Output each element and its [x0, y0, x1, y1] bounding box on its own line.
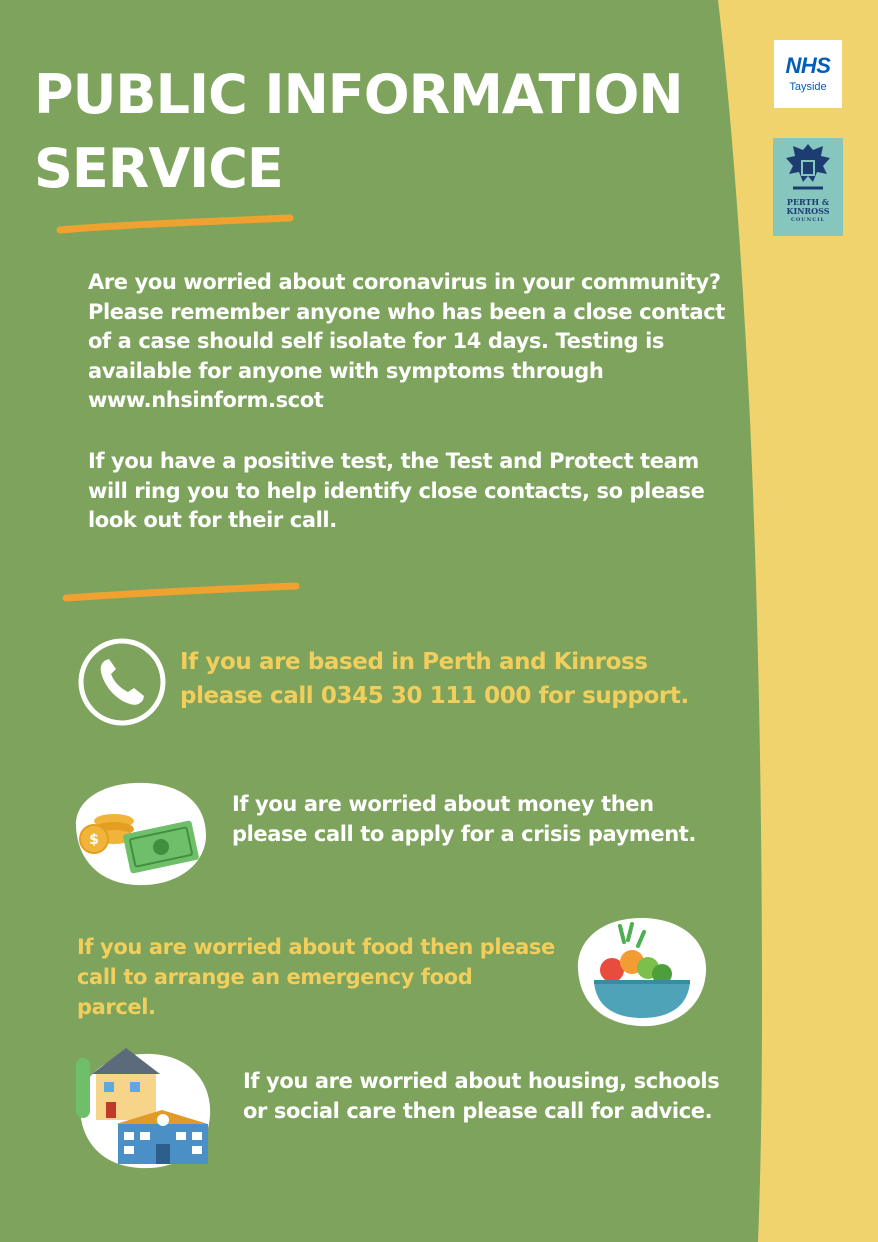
accent-stroke-top: [56, 212, 296, 238]
money-icon: [66, 775, 216, 895]
perth-kinross-council-logo: [773, 138, 843, 236]
title-line-2: SERVICE: [34, 137, 283, 200]
council-logo-text: [773, 198, 843, 225]
phone-icon: [76, 636, 168, 728]
food-bowl-icon: [572, 912, 712, 1034]
council-logo-line-2: KINROSS: [786, 206, 830, 216]
intro-paragraph-1: Are you worried about coronavirus in your community? Please remember anyone who has been a close contact of a case should self isolate for 14 days. Testing is available for anyone with symptoms through www.nhsinform.scot: [88, 270, 725, 412]
page-title: [34, 58, 714, 206]
phone-support-text: If you are based in Perth and Kinross please call 0345 30 111 000 for support.: [180, 649, 689, 709]
money-support-text: If you are worried about money then please call to apply for a crisis payment.: [232, 792, 696, 846]
intro-paragraph-2: If you have a positive test, the Test and Protect team will ring you to help identify close contacts, so please look out for their call.: [88, 449, 705, 532]
title-line-1: PUBLIC INFORMATION: [34, 63, 683, 126]
nhs-tayside-logo: [774, 40, 842, 108]
house-school-icon: [70, 1044, 220, 1174]
accent-stroke-middle: [62, 580, 302, 606]
svg-text:$: $: [89, 832, 99, 848]
council-crest-icon: [783, 142, 833, 196]
nhs-logo-text: NHS: [785, 53, 831, 78]
council-logo-line-1: PERTH &: [786, 197, 830, 207]
food-support-text: If you are worried about food then please call to arrange an emergency food parcel.: [77, 935, 555, 1019]
nhs-logo-subtitle: Tayside: [789, 81, 827, 93]
council-logo-line-3: COUNCIL: [790, 217, 826, 223]
housing-support-text: If you are worried about housing, schools or social care then please call for advice.: [243, 1069, 720, 1123]
